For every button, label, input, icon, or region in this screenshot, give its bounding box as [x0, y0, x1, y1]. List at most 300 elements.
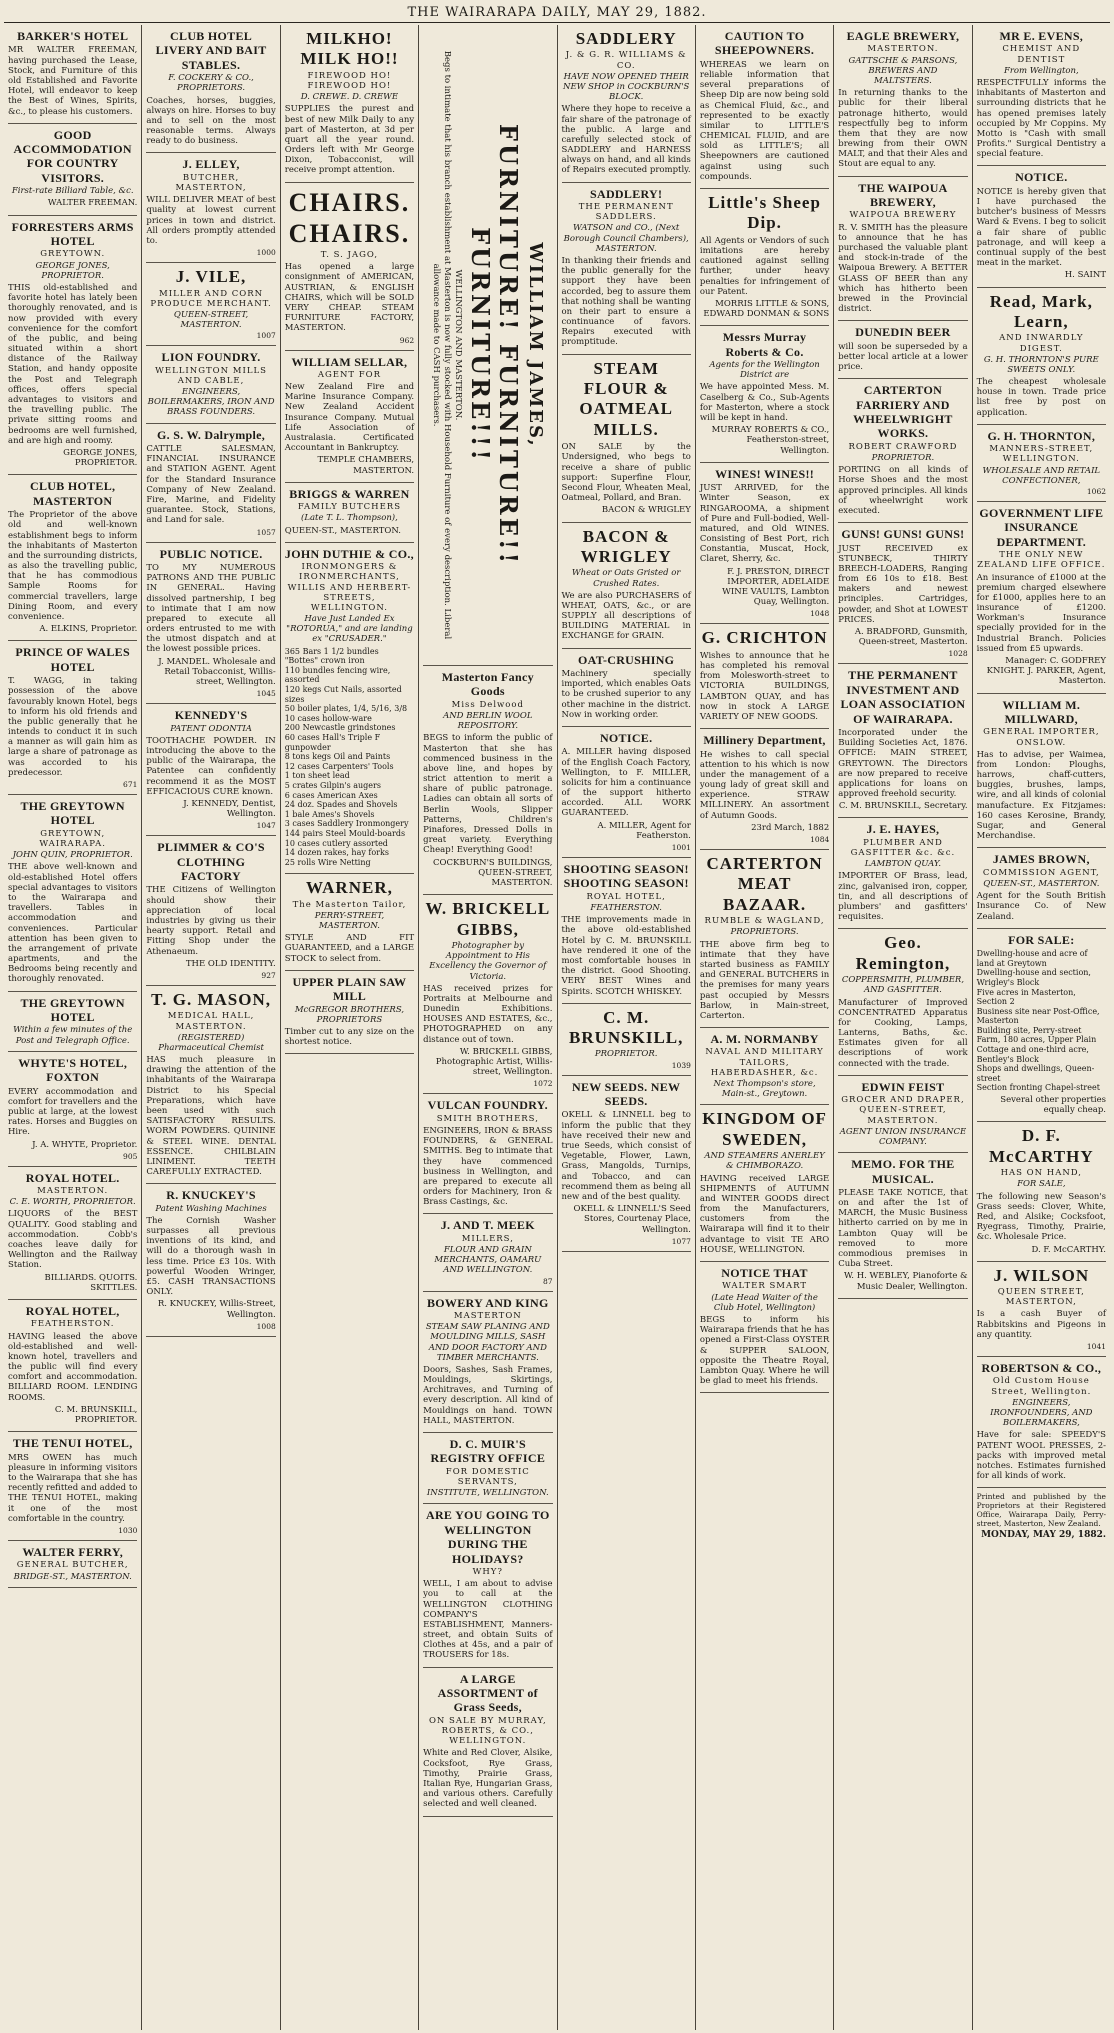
advert-subtitle: Wheat or Oats Gristed or Crushed Rates. [571, 568, 681, 589]
advertisement [146, 704, 275, 836]
advert-location: FIREWOOD HO! FIREWOOD HO! [307, 70, 392, 91]
advert-body: He wishes to call special attention to his which is now under the management of a young lady of great skill and experience. STRAW MILLINERY. An assortment of Autumn Goods. [699, 749, 830, 821]
advert-body: MRS OWEN has much pleasure in informing visitors to the Wairarapa that she has recently refitted and added to THE TENUI HOTEL, making it one of the most comfortable in the country. [8, 1452, 138, 1524]
advert-body: WILL DELIVER MEAT of best quality at lowest current prices in town and district. All orders promptly attended to. [146, 195, 276, 246]
advert-body: ENGINEERS, IRON & BRASS FOUNDERS, & GENERAL SMITHS. Beg to intimate that they have commenced business in Wellington, and are prepared to execute all orders for Machinery, Iron & Brass Castings, &c. [423, 1125, 553, 1208]
advertisement [285, 25, 414, 183]
advert-location: ROYAL HOTEL, [586, 891, 666, 902]
advert-title: WHYTE'S HOTEL, FOXTON [18, 1055, 128, 1085]
advert-number: 1048 [810, 609, 830, 619]
column-6 [696, 25, 834, 2030]
advert-body: BEGS to inform his Wairarapa friends that he has opened a First-Class OYSTER & SUPPER SALOON, opposite the Theatre Royal, Lambton Quay. Where he will be glad to meet his friends. [699, 1315, 830, 1387]
advert-signature: F. J. PRESTON, DIRECT IMPORTER, ADELAIDE WINE VAULTS, Lambton Quay, Wellington. [722, 566, 830, 608]
advertisement [700, 1028, 829, 1105]
advert-list-item: 14 dozen rakes, hay forks [284, 848, 389, 858]
advert-title: ROYAL HOTEL, [25, 1303, 120, 1318]
advert-subtitle: F. COCKERY & CO., PROPRIETORS. [168, 73, 254, 94]
advert-body: White and Red Clover, Alsike, Cocksfoot, Rye Grass, Timothy, Prairie Grass, Italian Rye, Hungarian Grass, and various others. Carefully selected and well cleaned. [423, 1748, 553, 1810]
advert-title: G. S. W. Dalrymple, [157, 427, 266, 442]
advertisement [700, 1262, 829, 1393]
advert-subtitle: Agents for the Wellington District are [709, 360, 820, 381]
advert-location: ON SALE BY MURRAY, ROBERTS, & CO., WELLINGTON. [428, 1715, 547, 1747]
advert-body: In returning thanks to the public for their liberal patronage hitherto, would respectfully beg to inform them that they are now brewing from their OWN MALT, and that their Ales and Stout are equal to any. [838, 88, 968, 170]
advertisement [562, 183, 691, 355]
advert-subtitle: JOHN QUIN, PROPRIETOR. [12, 850, 133, 861]
advert-subtitle: Photographer by Appointment to His Excellency the Governor of Victoria. [429, 940, 547, 982]
advertisement [146, 1184, 275, 1336]
advert-title: CAUTION TO SHEEPOWNERS. [714, 29, 815, 58]
advert-title: J. VILE, [175, 267, 247, 287]
advertisement [423, 1433, 552, 1504]
advert-signature: A. ELKINS, Proprietor. [39, 624, 138, 635]
advert-title: VULCAN FOUNDRY. [427, 1098, 548, 1113]
advertisement [700, 729, 829, 850]
column-8 [973, 25, 1110, 2030]
advert-location: WAIPOUA BREWERY [849, 210, 957, 221]
advert-number: 87 [542, 1276, 553, 1286]
advert-body: An insurance of £1000 at the premium charged elsewhere for £1000, applies here to an insurance of £1200. Workman's Insurance specially provided for in the Industrial Branch. Policies issued from £5 upwards. [976, 572, 1106, 654]
advert-number: 1039 [671, 1060, 691, 1070]
advert-number: 1007 [256, 331, 276, 341]
advert-list-item: 50 boiler plates, 1/4, 5/16, 3/8 [284, 704, 408, 714]
advert-title: BRIGGS & WARREN [289, 486, 410, 501]
advert-number: 1057 [256, 527, 276, 537]
advert-list-item: 200 Newcastle grindstones [284, 723, 396, 733]
advertisement [285, 483, 414, 543]
advert-list-item: Building site, Perry-street [976, 1025, 1082, 1035]
advert-body: The Cornish Washer surpasses all previous inventions of its kind, and will do a thorough wash in less time. Price £3 10s. With powerful Wooden Wringer, £5. CASH TRANSACTIONS ONLY. [146, 1215, 276, 1298]
advert-title: LION FOUNDRY. [161, 350, 261, 365]
advertisement [838, 523, 967, 664]
advert-location: FEATHERSTON. [30, 1319, 115, 1330]
advert-list-item: Cottage and one-third acre, Bentley's Block [976, 1045, 1089, 1064]
advert-title: PRINCE OF WALES HOTEL [15, 645, 130, 674]
advert-title: GOVERNMENT LIFE INSURANCE DEPARTMENT. [979, 505, 1104, 549]
advert-location: J. & G. R. WILLIAMS & CO. [565, 50, 687, 71]
advert-title: WINES! WINES!! [715, 466, 815, 481]
advert-location: MASTERTON. [867, 44, 939, 55]
advert-title: GOOD ACCOMMODATION FOR COUNTRY VISITORS. [13, 127, 132, 185]
advert-number: 1077 [671, 1236, 691, 1246]
advert-list-item: 1 bale Ames's Shovels [284, 809, 375, 819]
advert-location: AND INWARDLY DIGEST. [999, 333, 1084, 354]
advert-number: 1062 [1086, 486, 1106, 496]
advert-title: WARNER, [306, 878, 393, 898]
advert-subtitle: STEAM SAW PLANING AND MOULDING MILLS, SASH AND DOOR FACTORY AND TIMBER MERCHANTS. [425, 1322, 550, 1363]
advert-subtitle: QUEEN-STREET, MASTERTON. [173, 309, 249, 331]
advert-body: PORTING on all kinds of Horse Shoes and the most approved principles. All kinds of wheelwright work executed. [838, 465, 968, 516]
advert-title: BARKER'S HOTEL [17, 29, 129, 43]
rotated-advert-headline: FURNITURE! FURNITURE!! FURNITURE!!! [465, 123, 524, 567]
advert-title: CARTERTON FARRIERY AND WHEELWRIGHT WORKS. [853, 383, 953, 441]
advert-signature: COCKBURN'S BUILDINGS, QUEEN-STREET, MASTERTON. [433, 857, 553, 888]
advert-list-item: 10 cases cutlery assorted [284, 838, 388, 848]
advert-title: G. H. THORNTON, [987, 428, 1096, 443]
advert-body: The following new Season's Grass seeds: Clover, White, Red, and Alsike; Cocksfoot, Ryegrass, Timothy, Prairie, &c. Wholesale Price. [976, 1191, 1106, 1243]
advertisement [285, 183, 414, 351]
advert-signature: J. MANDEL. Wholesale and Retail Tobacconist, Willis-street, Wellington. [158, 656, 276, 687]
advert-location: MANNERS-STREET, WELLINGTON. [989, 444, 1094, 465]
advertisement [838, 818, 967, 929]
advertisement [8, 1300, 137, 1432]
advertisement [285, 874, 414, 971]
advertisement [700, 326, 829, 462]
advert-list-item: 60 cases Hall's Triple F gunpowder [284, 732, 381, 752]
advertisement [423, 895, 552, 1094]
advertisement [838, 664, 967, 818]
advert-signature: THE OLD IDENTITY. [185, 958, 276, 969]
advert-title: SADDLERY! [590, 186, 663, 201]
advert-signature: MURRAY ROBERTS & CO., Featherston-street, Wellington. [711, 425, 830, 456]
rotated-advert-text: Begs to intimate that his branch establishment at Masterton is now fully stocked with Household Furniture of every description. Liberal allowance made to CASH purchasers. [431, 50, 452, 640]
advertisement [423, 1504, 552, 1667]
advert-title: J. ELLEY, [182, 157, 240, 172]
advertisement [977, 929, 1106, 1123]
advert-subtitle: ENGINEERS, IRONFOUNDERS, AND BOILERMAKERS, [990, 1397, 1093, 1429]
advert-body: Machinery specially imported, which enables Oats to be crushed superior to any other machine in the district. Now in working order. [561, 669, 691, 720]
advert-title: Read, Mark, Learn, [989, 291, 1093, 331]
advert-location: Miss Delwood [451, 699, 524, 710]
advertisement [838, 929, 967, 1075]
advert-subtitle: PERRY-STREET, MASTERTON. [314, 910, 385, 932]
advert-title: THE WAIPOUA BREWERY, [858, 180, 948, 210]
advert-title: ROYAL HOTEL. [25, 1170, 120, 1185]
advert-subtitle: Within a few minutes of the Post and Telegraph Office. [13, 1025, 133, 1046]
advert-subtitle: FOR SALE, [1017, 1179, 1066, 1190]
advert-body: MR WALTER FREEMAN, having purchased the Lease, Stock, and Furniture of this old Established and Favorite Hotel, will endeavor to keep the Best of Wines, Spirits, &c., to please his customers. [8, 45, 138, 117]
advert-location: NAVAL AND MILITARY TAILORS, HABERDASHER, &c. [705, 1047, 824, 1078]
advert-body: The Proprietor of the above old and well-known establishment begs to inform the inhabitants of Masterton and the surrounding districts, as also the travelling public, that he has commodious Sample Rooms for commercial travellers, large Dining Room, and every convenience. [8, 510, 138, 623]
advert-title: PLIMMER & CO'S CLOTHING FACTORY [157, 840, 265, 884]
advertisement [838, 321, 967, 379]
advert-list-item: Shops and dwellings, Queen-street [976, 1064, 1095, 1083]
advert-body: HAVING received LARGE SHIPMENTS of AUTUMN and WINTER GOODS direct from the Manufacturers, customers from the Wairarapa will find it to their advantage to visit TE ARO HOUSE, WELLINGTON. [699, 1173, 830, 1255]
advert-subtitle: QUEEN-ST., MASTERTON. [983, 878, 1100, 889]
advert-subtitle: AGENT UNION INSURANCE COMPANY. [839, 1126, 967, 1147]
advert-body: CATTLE SALESMAN, FINANCIAL INSURANCE and STATION AGENT. Agent for the Standard Insurance Company of New Zealand. Fire, Marine, and Fidelity guarantee. Stock, Stations, and Land for sale. [146, 444, 276, 526]
advert-title: WALTER FERRY, [22, 1544, 123, 1559]
advert-location: GENERAL BUTCHER, [16, 1560, 129, 1571]
advert-title: PUBLIC NOTICE. [159, 546, 263, 561]
advert-body: IMPORTER OF Brass, lead, zinc, galvanised iron, copper, tin, and all descriptions of plumbers' and gasfitters' requisites. [838, 871, 968, 923]
advert-signature: Manager: C. GODFREY KNIGHT. J. PARKER, Agent, Masterton. [986, 656, 1106, 687]
column-4 [419, 25, 557, 2030]
advert-title: DUNEDIN BEER [855, 325, 951, 340]
advert-subtitle: (Late Head Waiter of the Club Hotel, Wellington) [711, 1292, 818, 1313]
advert-body: R. V. SMITH has the pleasure to announce that he has purchased the valuable plant and stock-in-trade of the Waipoua Brewery. A BETTER GLASS OF BEER than any which has hitherto been brewed in the Provincial district. [838, 222, 968, 315]
advert-title: THE TENUI HOTEL, [12, 1436, 133, 1451]
advert-subtitle: COPPERSMITH, PLUMBER, AND GASFITTER. [841, 975, 965, 996]
advert-subtitle: Next Thompson's store, Main-st., Greytown. [713, 1079, 816, 1100]
advert-list-item: 5 crates Gilpin's augers [284, 780, 381, 790]
advert-list-item: Five acres in Masterton, Section 2 [976, 987, 1076, 1007]
advert-signature: H. SAINT [1064, 270, 1106, 281]
advert-number: 1001 [671, 843, 691, 853]
advert-body: Where they hope to receive a fair share of the patronage of the public. A large and carefully selected stock of SADDLERY and HARNESS always on hand, and all kinds of Repairs executed promptly. [561, 104, 691, 176]
advertisement [423, 1094, 552, 1214]
advert-subtitle: WATSON and CO., (Next Borough Council Chambers), MASTERTON. [563, 223, 689, 254]
advert-title: R. KNUCKEY'S [166, 1188, 256, 1203]
advert-location: BUTCHER, MASTERTON, [175, 172, 247, 194]
advertisement [700, 189, 829, 326]
advert-body: THE above well-known and old-established Hotel offers special advantages to visitors to the Wairarapa and travellers. Tables in accommodation and conveniences. Particular attention has been given to the arrangement of private apartments, and the Bedrooms being recently and thoroughly renovated. [8, 862, 138, 985]
advertisement [977, 425, 1106, 502]
advert-body: In thanking their friends and the public generally for the support they have been accorded, beg to assure them that nothing shall be wanting on their part to ensure a continuance of favors. Repairs executed with promptitude. [561, 255, 691, 348]
advert-list [285, 647, 414, 868]
advert-location: ROBERT CRAWFORD [848, 441, 958, 452]
advert-location: Old Custom House Street, Wellington. [991, 1376, 1092, 1397]
columns-container [4, 25, 1110, 2030]
advert-body: The cheapest wholesale house in town. Trade price list free by post on application. [976, 377, 1106, 418]
advert-title: D. F. McCARTHY [988, 1126, 1094, 1166]
advertisement [8, 124, 137, 216]
advertisement [700, 1105, 829, 1262]
advert-list-item: 8 tons kegs Oil and Paints [284, 752, 391, 762]
advertisement [838, 1153, 967, 1299]
advert-signature: C. M. BRUNSKILL, Secretary. [838, 801, 968, 812]
advert-list-item: 120 kegs Cut Nails, assorted sizes [284, 685, 402, 704]
advert-subtitle: WHOLESALE AND RETAIL CONFECTIONER, [982, 465, 1101, 486]
masthead [4, 2, 1110, 23]
advert-location: HAS ON HAND, [1000, 1168, 1082, 1179]
advert-body: THIS old-established and favorite hotel has lately been thoroughly renovated, and is now provided with every convenience for the comfort of the public, and being situated within a short distance of the Railway Station, and handy opposite the Post and Telegraph offices, offers special advantages to visitors and the travelling public. The private sitting rooms and bedrooms are well furnished, and are high and roomy. [8, 282, 138, 446]
advert-subtitle: BRIDGE-ST., MASTERTON. [13, 1571, 132, 1582]
advert-body: Timber cut to any size on the shortest notice. [284, 1026, 415, 1048]
advertisement [562, 727, 691, 858]
advertisement [285, 543, 414, 875]
advertisement [977, 288, 1106, 425]
advert-body: QUEEN-ST., MASTERTON. [284, 525, 401, 536]
advert-number: 905 [123, 1151, 138, 1161]
advertisement [423, 1292, 552, 1433]
advert-list-item: 12 cases Carpenters' Tools [284, 761, 394, 771]
advert-title: A LARGE ASSORTMENT of Grass Seeds, [437, 1671, 538, 1715]
advert-body: will soon be superseded by a better local article at a lower price. [838, 341, 968, 373]
advertisement [977, 694, 1106, 849]
advertisement [562, 858, 691, 1004]
advert-title: BACON & WRIGLEY [580, 526, 672, 566]
advert-signature: R. KNUCKEY, Willis-Street, Wellington. [157, 1299, 276, 1320]
advert-title: Messrs Murray Roberts & Co. [722, 330, 807, 359]
advert-location: MILLER AND CORN PRODUCE MERCHANT. [150, 288, 272, 309]
advert-title: EAGLE BREWERY, [846, 29, 960, 43]
advert-location: GREYTOWN, WAIRARAPA. [39, 828, 107, 850]
advert-signature: C. M. BRUNSKILL, PROPRIETOR. [54, 1404, 138, 1426]
advert-title: CHAIRS. CHAIRS. [288, 187, 411, 248]
advert-location: MEDICAL HALL, MASTERTON. [167, 1011, 255, 1032]
advert-subtitle: From Wellington, [1003, 65, 1079, 76]
advert-body: THE above firm beg to intimate that they have started business as FAMILY and GENERAL BUTCHERS in the premises for many years past occupied by Messrs Barlow, in Main-street, Carterton. [699, 939, 830, 1021]
advert-title: NOTICE THAT [721, 1266, 808, 1281]
advert-signature: Several other properties equally cheap. [1000, 1095, 1106, 1116]
advertisement [285, 351, 414, 483]
advert-title: JOHN DUTHIE & CO., [284, 546, 414, 561]
advertisement [146, 346, 275, 423]
advert-number: 1045 [256, 689, 276, 699]
advert-number: 671 [123, 780, 138, 790]
advert-signature: WALTER FREEMAN. [47, 198, 138, 209]
advert-title: A. M. NORMANBY [710, 1032, 819, 1047]
advert-title: T. G. MASON, [151, 989, 271, 1009]
advert-title: EDWIN FEIST [861, 1079, 945, 1094]
advert-title: KENNEDY'S [174, 708, 248, 723]
advert-signature: BACON & WRIGLEY [601, 505, 691, 516]
advert-location: GROCER AND DRAPER, QUEEN-STREET, MASTERTON. [841, 1095, 965, 1126]
advert-title: OAT-CRUSHING [578, 652, 675, 667]
advert-number: 1047 [256, 821, 276, 831]
advertisement [700, 850, 829, 1028]
advert-subtitle: Have Just Landed Ex "ROTORUA," and are landing ex "CRUSADER." [286, 614, 413, 645]
advert-subtitle: AND STEAMERS ANERLEY & CHIMBORAZO. [704, 1151, 825, 1172]
advert-body: STYLE AND FIT GUARANTEED, and a LARGE STOCK to select from. [284, 933, 415, 964]
issue-date: MONDAY, MAY 29, 1882. [981, 1530, 1106, 1541]
advertisement [977, 25, 1106, 166]
advertisement [8, 992, 137, 1052]
advertisement [562, 355, 691, 523]
advert-location: FOR DOMESTIC SERVANTS, [445, 1466, 530, 1488]
advertisement [700, 25, 829, 189]
advertisement [838, 1076, 967, 1153]
advert-title: NOTICE. [1015, 170, 1068, 185]
advert-location: CHEMIST AND DENTIST [1002, 44, 1081, 65]
advertisement [977, 166, 1106, 287]
advert-location: GENERAL IMPORTER, ONSLOW. [983, 727, 1100, 748]
advertisement [8, 216, 137, 476]
advert-body: T. WAGG, in taking possession of the above favourably known Hotel, begs to inform his old friends and the public generally that he intends to conduct it in such a manner as will gain him as large a share of patronage as was accorded to his predecessor. [8, 676, 138, 778]
advert-title: NOTICE. [599, 730, 653, 745]
advert-title: Millinery Department, [703, 733, 826, 748]
advert-title: ROBERTSON & CO., [981, 1361, 1102, 1376]
advert-body: Coaches, horses, buggies, always on hire. Horses to buy and to sell on the most reasonable terms. Always ready to do business. [146, 95, 276, 147]
advert-body: PLEASE TAKE NOTICE, that on and after the 1st of MARCH, the Music Business hitherto carried on by me in Lambton Quay will be removed to more commodious premises in Cuba Street. [838, 1187, 968, 1270]
advert-title: Geo. Remington, [855, 933, 951, 973]
advert-location: GREYTOWN. [40, 249, 106, 260]
advert-title: FOR SALE: [1008, 932, 1075, 947]
advert-list-item: Business site near Post-Office, Masterton [976, 1006, 1100, 1026]
advert-body: OKELL & LINNELL beg to inform the public that they have received their new and true Seeds, which consist of Vegetable, Flower, Lawn, Grass, Mangolds, Turnips, and Tobacco, and can recommend them as being all new and of the best quality. [561, 1110, 691, 1202]
advert-subtitle: G. H. THORNTON'S PURE SWEETS ONLY. [983, 354, 1099, 375]
advertisement [562, 523, 691, 649]
advertisement [8, 1432, 137, 1541]
advert-subtitle: (REGISTERED) Pharmaceutical Chemist [158, 1032, 264, 1053]
rotated-advert-title: WILLIAM JAMES, [524, 242, 546, 448]
advertisement [700, 624, 829, 729]
advert-title: MILKHO! MILK HO!! [300, 29, 399, 69]
advert-location: PLUMBER AND GASFITTER &c. &c. [850, 837, 956, 859]
advertisement [977, 1357, 1106, 1488]
advert-subtitle: INSTITUTE, WELLINGTON. [426, 1488, 549, 1499]
advertisement [146, 543, 275, 705]
advert-body: HAS received prizes for Portraits at Melbourne and Dunedin Exhibitions. HOUSES AND ESTATES, &c., PHOTOGRAPHED on any distance out of town. [423, 983, 553, 1045]
advert-list-item: 25 rolls Wire Netting [284, 857, 371, 867]
advert-body: Wishes to announce that he has completed his removal from Molesworth-street to VICTORIA BUILDINGS, LAMBTON QUAY, and has now in stock A LARGE VARIETY OF NEW GOODS. [699, 650, 830, 722]
advert-body: WELL, I am about to advise you to call at the WELLINGTON CLOTHING COMPANY'S ESTABLISHMENT, Manners-street, and obtain Suits of Clothes at 45s, and a pair of TROUSERS for 18s. [423, 1579, 553, 1661]
advert-subtitle: FEATHERSTON. [590, 903, 662, 913]
advert-subtitle: First-rate Billiard Table, &c. [11, 186, 134, 197]
printer-imprint: Printed and published by the Proprietors at their Registered Office, Wairarapa Daily, Perry-street, Masterton, New Zealand. [976, 1492, 1106, 1529]
advert-number: 1030 [118, 1525, 138, 1535]
column-7 [834, 25, 972, 2030]
advert-body: HAVING leased the above old-established and well-known hotel, travellers and the public will find every comfort and accommodation. BILLIARD ROOM. LENDING ROOMS. [8, 1331, 138, 1403]
advert-title: CARTERTON MEAT BAZAAR. [706, 854, 823, 914]
advert-title: THE PERMANENT INVESTMENT AND LOAN ASSOCIATION OF WAIRARAPA. [840, 668, 966, 726]
advertisement [146, 836, 275, 986]
advert-body: JUST RECEIVED ex STUNBECK, THIRTY BREECH-LOADERS, Ranging from £6 10s to £18. Best makers and newest principles. Cartridges, powder, and Shot at LOWEST PRICES. [838, 543, 968, 625]
advert-signature: MORRIS LITTLE & SONS, EDWARD DONMAN & SONS [703, 298, 830, 320]
column-5 [558, 25, 696, 2030]
advertisement [562, 1004, 691, 1076]
advert-title: ARE YOU GOING TO WELLINGTON DURING THE HOLIDAYS? [426, 1508, 550, 1566]
column-2 [142, 25, 280, 2030]
advert-list-item: Dwelling-house and section, Wrigley's Block [976, 968, 1091, 987]
advert-title: JAMES BROWN, [992, 852, 1090, 867]
advert-number: 1072 [533, 1079, 553, 1089]
advert-number: 1008 [256, 1321, 276, 1331]
advert-body: LIQUORS of the BEST QUALITY. Good stabling and accommodation. Cobb's coaches leave daily for Wellington and the Railway Station. [8, 1209, 138, 1271]
advert-body: Is a cash Buyer of Rabbitskins and Pigeons in any quantity. [976, 1309, 1106, 1340]
advert-subtitle: (Late T. L. Thompson), [301, 513, 398, 524]
advert-signature: J. A. WHYTE, Proprietor. [32, 1139, 138, 1150]
advert-body: New Zealand Fire and Marine Insurance Company. New Zealand Accident Insurance Company. Mutual Life Association of Australasia. Certificated Accountant in Bankruptcy. [284, 382, 415, 454]
advert-title: J. AND T. MEEK [440, 1218, 535, 1233]
advert-title: KINGDOM OF SWEDEN, [702, 1109, 827, 1149]
advert-body: Doors, Sashes, Sash Frames, Mouldings, Skirtings, Architraves, and Turning of every description. All kind of Mouldings on hand. TOWN HALL, MASTERTON. [423, 1364, 553, 1426]
advertisement [838, 25, 967, 177]
advert-title: CLUB HOTEL LIVERY AND BAIT STABLES. [155, 29, 267, 72]
advert-title: CLUB HOTEL, MASTERTON [30, 479, 116, 508]
advert-location: RUMBLE & WAGLAND, [704, 916, 825, 927]
advert-signature: D. F. McCARTHY. [1031, 1244, 1106, 1255]
advertisement [562, 649, 691, 727]
advert-body: SUPPLIES the purest and best of new Milk Daily to any part of Masterton, at 3d per quart all the year round. Orders left with Mr George Dixon, Tobacconist, will receive prompt attention. [284, 104, 415, 176]
advert-location: AGENT FOR [317, 369, 382, 380]
advert-signature: BILLIARDS. QUOITS. SKITTLES. [44, 1272, 138, 1293]
advert-signature: OKELL & LINNELL'S Seed Stores, Courtenay Place, Wellington. [573, 1204, 691, 1235]
advert-location: THE ONLY NEW ZEALAND LIFE OFFICE. [977, 550, 1106, 571]
advert-subtitle: PROPRIETOR. [594, 1049, 658, 1060]
advert-subtitle: McGREGOR BROTHERS, PROPRIETORS [294, 1004, 405, 1025]
advert-body: HAS much pleasure in drawing the attention of the inhabitants of the Wairarapa District to his Special Preparations, which have been used with such SATISFACTORY RESULTS. WORM POWDERS. QUININE & STEEL WINE. DENTAL ESSENCE. CHILBLAIN LINIMENT. TEETH CAREFULLY EXTRACTED. [146, 1055, 276, 1178]
advert-body: Agent for the South British Insurance Co. of New Zealand. [976, 891, 1106, 922]
advert-subtitle: HAVE NOW OPENED THEIR NEW SHOP in COCKBURN'S BLOCK. [563, 71, 690, 103]
advert-title: Little's Sheep Dip. [708, 193, 821, 233]
advert-subtitle: GATTSCHE & PARSONS, BREWERS AND MALTSTERS. [848, 55, 958, 86]
advert-list [977, 949, 1106, 1093]
advert-title: UPPER PLAIN SAW MILL [292, 974, 407, 1004]
rotated-advert-location: WELLINGTON AND MASTERTON. [452, 269, 463, 421]
advert-location: WELLINGTON MILLS AND CABLE, [155, 365, 267, 386]
advert-location: QUEEN STREET, MASTERTON, [997, 1287, 1085, 1308]
advert-title: J. E. HAYES, [866, 822, 940, 837]
advert-signature: GEORGE JONES, PROPRIETOR. [63, 447, 138, 469]
advert-title: C. M. BRUNSKILL, [568, 1007, 684, 1048]
advert-body: Have for sale: SPEEDY'S PATENT WOOL PRESSES, 2-packs with improved metal notches. Estimates furnished for all kinds of work. [976, 1430, 1106, 1482]
rotated-advert [423, 25, 552, 666]
advert-location: FAMILY BUTCHERS [297, 502, 402, 513]
advert-list-item: 24 doz. Spades and Shovels [284, 800, 398, 810]
advertisement [8, 475, 137, 641]
advert-subtitle: FLOUR AND GRAIN MERCHANTS, OAMARU AND WELLINGTON. [434, 1245, 542, 1276]
advert-signature: W. H. WEBLEY, Pianoforte & Music Dealer, Wellington. [844, 1271, 968, 1292]
advert-location: COMMISSION AGENT, [982, 867, 1100, 878]
advert-list-item: 3 cases Saddlery Ironmongery [284, 819, 409, 829]
advert-title: STEAM FLOUR & OATMEAL MILLS. [579, 358, 673, 439]
advertisement [423, 666, 552, 895]
advertisement [977, 1122, 1106, 1261]
advertisement [146, 424, 275, 543]
advert-subtitle: AND BERLIN WOOL REPOSITORY. [443, 710, 533, 732]
rotated-advert-body [430, 30, 546, 660]
